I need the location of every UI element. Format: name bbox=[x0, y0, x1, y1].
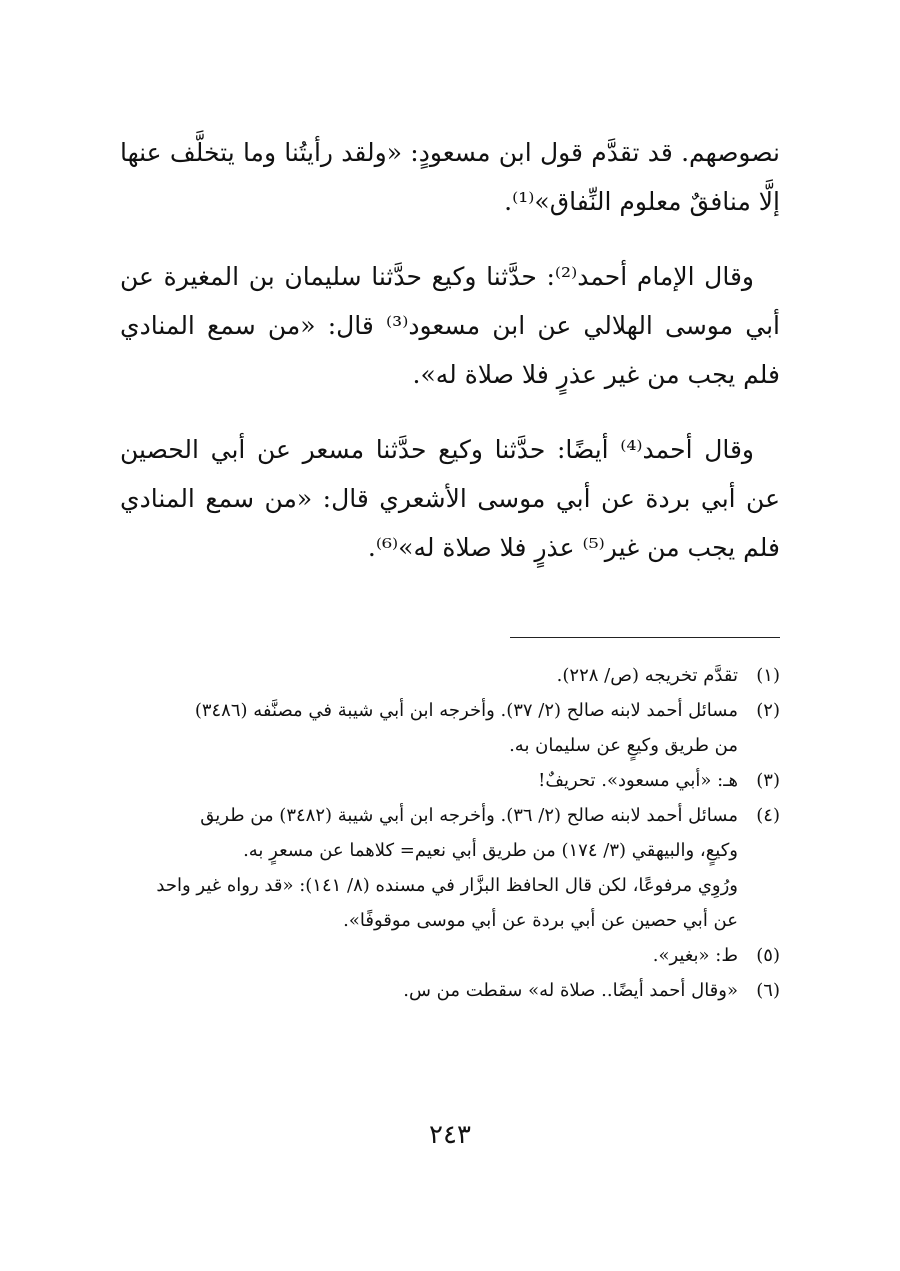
paragraph-1: نصوصهم. قد تقدَّم قول ابن مسعودٍ: «ولقد رأيتُنا وما يتخلَّف عنها إلَّا منافقٌ معلوم النِّفاق»⁽¹⁾. bbox=[120, 138, 780, 216]
footnote-line: ط: «بغير». bbox=[652, 945, 738, 966]
footnote-text bbox=[120, 658, 738, 693]
footnote-line: مسائل أحمد لابنه صالح (٢/ ٣٧). وأخرجه ابن أبي شيبة في مصنَّفه (٣٤٨٦) bbox=[194, 700, 738, 721]
footnote-1 bbox=[120, 658, 780, 693]
footnote-number: (٢) bbox=[756, 700, 780, 721]
footnote-line: مسائل أحمد لابنه صالح (٢/ ٣٦). وأخرجه ابن أبي شيبة (٣٤٨٢) من طريق bbox=[200, 805, 738, 826]
footnote-text bbox=[120, 798, 738, 938]
paragraph-2: وقال الإمام أحمد⁽²⁾: حدَّثنا وكيع حدَّثنا سليمان بن المغيرة عن أبي موسى الهلالي عن ابن مسعود⁽³⁾ قال: «من سمع المنادي فلم يجب من غير عذرٍ فلا صلاة له». bbox=[120, 262, 780, 389]
footnote-text bbox=[120, 938, 738, 973]
footnote-separator bbox=[510, 637, 780, 638]
footnote-line: من طريق وكيعٍ عن سليمان به. bbox=[509, 735, 738, 756]
footnote-6 bbox=[120, 973, 780, 1008]
footnote-line: ورُوِي مرفوعًا، لكن قال الحافظ البزَّار في مسنده (٨/ ١٤١): «قد رواه غير واحد bbox=[156, 875, 738, 896]
footnote-2 bbox=[120, 693, 780, 763]
main-text bbox=[120, 128, 780, 598]
footnote-text bbox=[120, 693, 738, 763]
footnote-3 bbox=[120, 763, 780, 798]
footnote-line: هـ: «أبي مسعود». تحريفٌ! bbox=[538, 770, 738, 791]
footnote-number: (٣) bbox=[756, 770, 780, 791]
footnote-number: (٥) bbox=[756, 945, 780, 966]
footnote-number: (٤) bbox=[756, 805, 780, 826]
footnote-line: «وقال أحمد أيضًا.. صلاة له» سقطت من س. bbox=[403, 980, 738, 1001]
footnote-text bbox=[120, 763, 738, 798]
footnote-number: (١) bbox=[756, 665, 780, 686]
footnote-text bbox=[120, 973, 738, 1008]
footnote-5 bbox=[120, 938, 780, 973]
footnote-number: (٦) bbox=[756, 980, 780, 1001]
footnote-line: تقدَّم تخريجه (ص/ ٢٢٨). bbox=[556, 665, 738, 686]
footnote-line: وكيعٍ، والبيهقي (٣/ ١٧٤) من طريق أبي نعيم= كلاهما عن مسعرٍ به. bbox=[243, 840, 738, 861]
footnote-line: عن أبي حصين عن أبي بردة عن أبي موسى موقوفًا». bbox=[343, 910, 738, 931]
footnote-4 bbox=[120, 798, 780, 938]
paragraph-3: وقال أحمد⁽⁴⁾ أيضًا: حدَّثنا وكيع حدَّثنا مسعر عن أبي الحصين عن أبي بردة عن أبي موسى الأشعري قال: «من سمع المنادي فلم يجب من غير⁽⁵⁾ عذرٍ فلا صلاة له»⁽⁶⁾. bbox=[120, 435, 780, 562]
page-number: ٢٤٣ bbox=[429, 1120, 471, 1150]
footnotes bbox=[120, 658, 780, 1008]
